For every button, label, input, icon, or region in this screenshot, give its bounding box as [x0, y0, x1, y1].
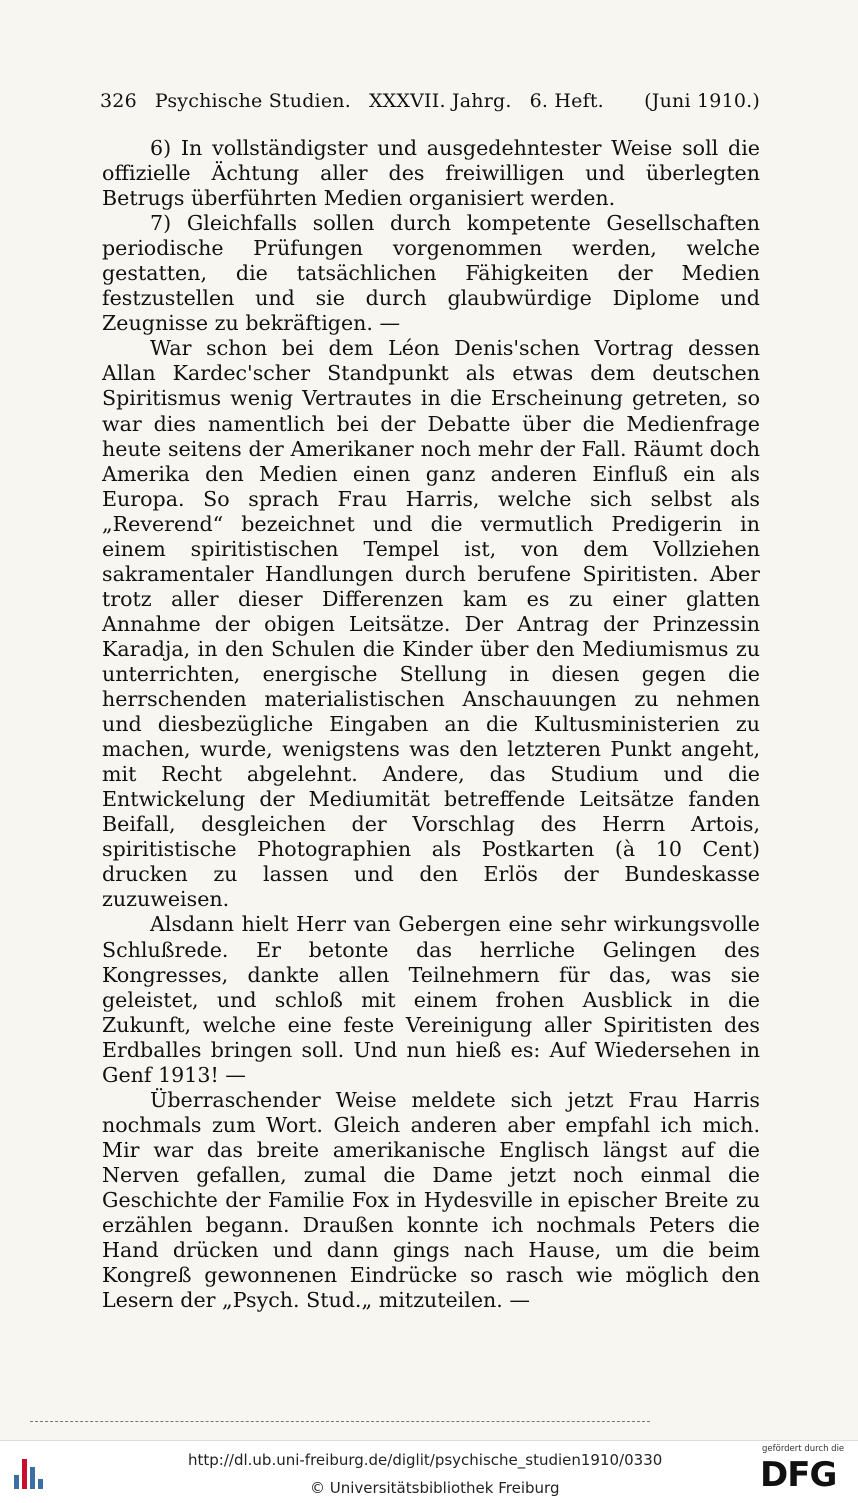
running-header — [100, 90, 760, 120]
page-bottom-rule — [30, 1421, 650, 1422]
journal-title: Psychische Studien. — [154, 90, 351, 112]
paragraph: War schon bei dem Léon Denis'schen Vortrag dessen Allan Kardec'scher Standpunkt als etwas dem deutschen Spiritismus wenig Vertrautes in die Erscheinung getreten, so war dies namentlich bei der Debatte über die Medienfrage heute seitens der Amerikaner noch mehr der Fall. Räumt doch Amerika den Medien einen ganz anderen Einfluß ein als Europa. So sprach Frau Harris, welche sich selbst als „Reverend“ bezeichnet und die vermutlich Predigerin in einem spiritistischen Tempel ist, von dem Vollziehen sakramentaler Handlungen durch berufene Spiritisten. Aber trotz aller dieser Differenzen kam es zu einer glatten Annahme der obigen Leitsätze. Der Antrag der Prinzessin Karadja, in den Schulen die Kinder über den Mediumismus zu unterrichten, energische Stellung in diesen gegen die herrschenden materialistischen Anschauungen zu nehmen und diesbezügliche Eingaben an die Kultusministerien zu machen, wurde, wenigstens was den letzteren Punkt angeht, mit Recht abgelehnt. Andere, das Studium und die Entwickelung der Mediumität betreffende Leitsätze fanden Beifall, desgleichen der Vorschlag des Herrn Artois, spiritistische Photographien als Postkarten (à 10 Cent) drucken zu lassen und den Erlös der Bundeskasse zuzuweisen. — [102, 336, 760, 912]
issue-date: (Juni 1910.) — [644, 90, 760, 112]
body-text — [102, 136, 760, 1313]
dfg-logo-icon: DFG — [760, 1455, 837, 1495]
paragraph: Alsdann hielt Herr van Gebergen eine sehr wirkungsvolle Schlußrede. Er betonte das herrliche Gelingen des Kongresses, dankte allen Teilnehmern für das, was sie geleistet, und schloß mit einem frohen Ausblick in die Zukunft, welche eine feste Vereinigung aller Spiritisten des Erdballes bringen soll. Und nun hieß es: Auf Wiedersehen in Genf 1913! — — [102, 912, 760, 1087]
viewer-footer — [0, 1440, 858, 1503]
volume: XXXVII. Jahrg. — [368, 90, 512, 112]
paragraph: 6) In vollständigster und ausgedehntester Weise soll die offizielle Ächtung aller des freiwilligen und überlegten Betrugs überführten Medien organisiert werden. — [102, 136, 760, 211]
dfg-caption: gefördert durch die — [762, 1444, 845, 1454]
source-url-link[interactable]: http://dl.ub.uni-freiburg.de/diglit/psychische_studien1910/0330 — [188, 1451, 663, 1469]
paragraph: 7) Gleichfalls sollen durch kompetente Gesellschaften periodische Prüfungen vorgenommen werden, welche gestatten, die tatsächlichen Fähigkeiten der Medien festzustellen und sie durch glaubwürdige Diplome und Zeugnisse zu bekräftigen. — — [102, 211, 760, 336]
page-number: 326 — [100, 90, 137, 112]
paragraph: Überraschender Weise meldete sich jetzt Frau Harris nochmals zum Wort. Gleich anderen aber empfahl ich mich. Mir war das breite amerikanische Englisch längst auf die Nerven gefallen, zumal die Dame jetzt noch einmal die Geschichte der Familie Fox in Hydesville in epischer Breite zu erzählen begann. Draußen konnte ich nochmals Peters die Hand drücken und dann gings nach Hause, um die beim Kongreß gewonnenen Eindrücke so rasch wie möglich den Lesern der „Psych. Stud.„ mitzuteilen. — — [102, 1087, 760, 1313]
ub-freiburg-logo-icon — [10, 1453, 50, 1493]
issue-number: 6. Heft. — [529, 90, 604, 112]
copyright-notice: © Universitätsbibliothek Freiburg — [310, 1479, 560, 1497]
